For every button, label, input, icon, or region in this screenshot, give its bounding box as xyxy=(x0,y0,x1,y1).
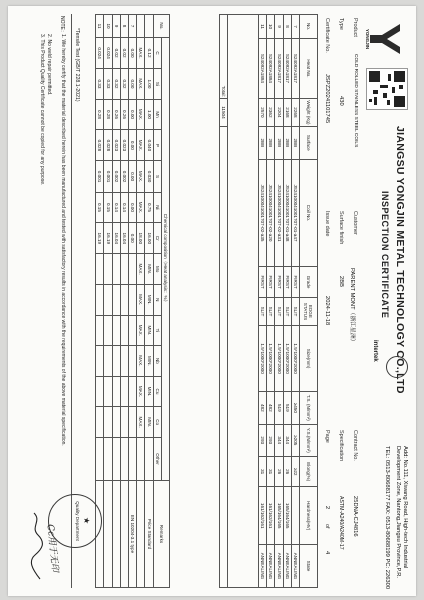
chem-col: Ti xyxy=(153,315,161,346)
company-logo xyxy=(364,20,404,58)
cell: 0.33 xyxy=(96,69,104,100)
cell xyxy=(112,346,120,377)
chem-col: Mo xyxy=(153,254,161,285)
chem-row xyxy=(104,15,112,588)
cell: MIN. xyxy=(145,284,153,315)
cell: MAX. xyxy=(137,99,145,130)
cell: 519 xyxy=(283,392,291,424)
cell xyxy=(112,438,120,481)
cell: ANNEALING xyxy=(283,544,291,587)
cell: 0.14 xyxy=(112,192,120,223)
chem-col: Cu xyxy=(153,376,161,407)
cell: 26 xyxy=(275,457,283,487)
cell xyxy=(219,127,227,588)
cell xyxy=(112,315,120,346)
col-ys: Y.S.(N/mm²) xyxy=(300,424,318,456)
chem-col: Cr xyxy=(153,223,161,254)
cell xyxy=(112,284,120,315)
cell: MIN. xyxy=(145,315,153,346)
cell: S24092A1817 xyxy=(283,39,291,99)
cell: JS24100041001707-01-a47 xyxy=(291,159,299,267)
chem-col: Nb xyxy=(153,346,161,377)
tests-line: *Tensile Test (GB/T 228.1-2021) xyxy=(74,28,80,102)
cell: 2204 xyxy=(275,98,283,126)
signature-scribble xyxy=(30,511,44,581)
cell: 0.002 xyxy=(112,161,120,192)
cell: ANNEALING xyxy=(267,544,275,587)
cell: 0.32 xyxy=(120,69,128,100)
chem-col: Mn xyxy=(153,99,161,130)
cell: MIN. xyxy=(145,346,153,377)
col-ts: T.S. (N/mm²) xyxy=(300,392,318,424)
cell: Price Standard xyxy=(145,481,153,588)
certificate-title: INSPECTION CERTIFICATE xyxy=(380,191,390,319)
cell: 0.12 xyxy=(145,38,153,69)
cell: 0.024 xyxy=(96,38,104,69)
cell: FIRST xyxy=(275,267,283,297)
col-no: No. xyxy=(300,15,318,39)
cell: 0.001 xyxy=(104,161,112,192)
cell: 161/162/161 xyxy=(259,487,267,545)
chem-col: S xyxy=(153,161,161,192)
cell xyxy=(104,284,112,315)
cell: MAX. xyxy=(137,376,145,407)
cell xyxy=(104,376,112,407)
col-heat: Heat No. xyxy=(300,39,318,99)
cell xyxy=(137,438,145,481)
cell: SLIT xyxy=(267,297,275,325)
chem-col: Other xyxy=(153,438,161,481)
cell xyxy=(96,407,104,438)
cell: 0.15 xyxy=(96,192,104,223)
cell: 1.5*1000*2000 xyxy=(291,326,299,392)
cell: 0.040 xyxy=(145,130,153,161)
cell xyxy=(129,346,137,377)
cell xyxy=(112,376,120,407)
chem-row xyxy=(129,15,137,588)
col-coil: Coil No. xyxy=(300,159,318,267)
intertek-seal xyxy=(386,356,408,378)
cell: 2BB xyxy=(259,127,267,159)
col-edge: EDGE STATUS xyxy=(300,297,318,325)
cell: 2BB xyxy=(291,127,299,159)
chem-table xyxy=(95,14,170,588)
issue-label: Issue date xyxy=(324,211,330,237)
cell: S24092A1884 xyxy=(259,39,267,99)
cell: 11 xyxy=(96,15,104,38)
cell: 2BB xyxy=(275,127,283,159)
cell xyxy=(145,15,153,38)
cell: 0.00 xyxy=(129,192,137,223)
cell: 0.32 xyxy=(112,69,120,100)
cell xyxy=(96,254,104,285)
cell: 0.028 xyxy=(96,130,104,161)
cell: 165/164/165 xyxy=(275,487,283,545)
cell: 0.15 xyxy=(104,192,112,223)
page-value: 2 xyxy=(324,506,330,510)
cell: 9 xyxy=(112,15,120,38)
of-value: 4 xyxy=(324,551,330,555)
cell: 2570 xyxy=(259,98,267,126)
surface-value: 2BB xyxy=(338,276,344,287)
cell: 0.023 xyxy=(112,130,120,161)
cell xyxy=(129,376,137,407)
stamp-star-icon: ★ xyxy=(82,517,91,525)
cell: S24092A1817 xyxy=(291,39,299,99)
cell: 482 xyxy=(267,392,275,424)
col-grade: Grade xyxy=(300,267,318,297)
cell: SLIT xyxy=(275,297,283,325)
cell: 161/162/161 xyxy=(267,487,275,545)
cell: 1.5*1000*2000 xyxy=(267,326,275,392)
table-row xyxy=(283,15,291,588)
total-row xyxy=(219,15,227,588)
cell: 31 xyxy=(259,457,267,487)
cell: 165/164/165 xyxy=(283,487,291,545)
cell xyxy=(96,346,104,377)
cell: 1.5*1000*2000 xyxy=(275,326,283,392)
chem-col: C xyxy=(153,38,161,69)
cell: ≥205 xyxy=(291,424,299,456)
col-hardness: Hardness(HV) xyxy=(300,487,318,545)
cell xyxy=(112,254,120,285)
chem-col: Co xyxy=(153,407,161,438)
cell: 0.75 xyxy=(145,192,153,223)
chem-col: Si xyxy=(153,69,161,100)
cell: 519 xyxy=(275,392,283,424)
cell: 16.04 xyxy=(112,223,120,254)
cell: 16.19 xyxy=(104,223,112,254)
cell: MAX. xyxy=(137,130,145,161)
cell: 0.00 xyxy=(129,69,137,100)
cell xyxy=(120,481,128,588)
customer-label: Customer xyxy=(352,211,358,235)
cell: JS24100041001707-02-a20 xyxy=(267,159,275,267)
cell: 0.030 xyxy=(145,161,153,192)
cell: MAX. xyxy=(137,69,145,100)
cell: MIN. xyxy=(145,254,153,285)
cell: 0.33 xyxy=(104,69,112,100)
cell: 10 xyxy=(104,15,112,38)
cell: 1.00 xyxy=(145,99,153,130)
cell: 0.00 xyxy=(129,161,137,192)
cell: 8 xyxy=(283,15,291,39)
cell: 2BB xyxy=(267,127,275,159)
chem-no-header: No. xyxy=(153,15,169,38)
cell: 16.04 xyxy=(120,223,128,254)
cell xyxy=(291,487,299,545)
cell xyxy=(129,438,137,481)
contract-value: 25DNA-CJ4816 xyxy=(352,496,358,537)
cell: 293 xyxy=(267,424,275,456)
cell xyxy=(104,438,112,481)
cell: MIN. xyxy=(145,376,153,407)
spec-label: Specification xyxy=(338,430,344,462)
cell xyxy=(137,481,145,588)
cell: 0.26 xyxy=(120,99,128,130)
cell xyxy=(104,481,112,588)
cell: 0.001 xyxy=(96,161,104,192)
intertek-mark: intertek xyxy=(372,340,378,362)
cell: 0.00 xyxy=(129,223,137,254)
cell xyxy=(96,284,104,315)
cell: 0.00 xyxy=(129,130,137,161)
cell: 7 xyxy=(129,15,137,38)
cell: 1.5*1000*2000 xyxy=(259,326,267,392)
chem-row xyxy=(96,15,104,588)
type-label: Type xyxy=(338,18,344,30)
cell: 344 xyxy=(275,424,283,456)
col-weight: Weight (Kg) xyxy=(300,98,318,126)
contract-label: Contract No. xyxy=(352,430,358,461)
cell xyxy=(96,438,104,481)
cell: MAX. xyxy=(137,254,145,285)
product-value: COLD ROLLED STAINLESS STEEL COILS xyxy=(353,54,358,148)
cell: FIRST xyxy=(259,267,267,297)
table-row xyxy=(275,15,283,588)
chem-row xyxy=(112,15,120,588)
product-label: Product xyxy=(352,18,358,37)
customer-value: PARENT MONT（浙江星洲） xyxy=(349,268,355,345)
cell: MAX. xyxy=(137,284,145,315)
remarks-header: Remarks xyxy=(153,481,169,588)
cell: 0.023 xyxy=(120,130,128,161)
cell: EN 10204-3.1 type xyxy=(129,481,137,588)
cell: MAX. xyxy=(137,38,145,69)
chem-row xyxy=(120,15,128,588)
coil-table-header xyxy=(300,15,318,588)
cell: 344 xyxy=(283,424,291,456)
cell: 16.19 xyxy=(96,223,104,254)
chem-row xyxy=(137,15,145,588)
cell: ≥22 xyxy=(291,457,299,487)
certificate-sheet xyxy=(8,6,416,596)
cell: JS24100041001707-01-a48 xyxy=(283,159,291,267)
cell: MAX. xyxy=(137,192,145,223)
cell: 26 xyxy=(283,457,291,487)
stamp-text: Quality Department xyxy=(75,501,80,541)
certificate-paper xyxy=(8,6,416,596)
cell: 16.00 xyxy=(145,223,153,254)
cell xyxy=(96,315,104,346)
cell: MAX. xyxy=(137,407,145,438)
cert-value: JSPZ20241101745 xyxy=(324,74,330,124)
cell xyxy=(104,254,112,285)
cell: MAX. xyxy=(137,315,145,346)
cell: ANNEALING xyxy=(275,544,283,587)
note-1: 1. We hereby certify that the material described herein has been manufactured and tested with satisfactory results in accordance with the requirements of the above material specification. xyxy=(60,34,66,446)
cell: 2362 xyxy=(267,98,275,126)
cell: 8 xyxy=(120,15,128,38)
cell xyxy=(129,407,137,438)
cell xyxy=(120,407,128,438)
cell: SLIT xyxy=(283,297,291,325)
cell: 2268 xyxy=(291,98,299,126)
notes-label: NOTE： xyxy=(59,16,65,35)
cell: 0.002 xyxy=(120,161,128,192)
cell: 9 xyxy=(275,15,283,39)
cell: 31 xyxy=(267,457,275,487)
table-row xyxy=(228,15,259,588)
table-row xyxy=(291,15,299,588)
surface-label: Surface finish xyxy=(338,211,344,245)
cell: 482 xyxy=(259,392,267,424)
chem-row xyxy=(145,15,153,588)
cell: ≥450 xyxy=(291,392,299,424)
cell: 0.28 xyxy=(96,99,104,130)
cell xyxy=(104,346,112,377)
cell xyxy=(129,254,137,285)
col-size: Size(mm) xyxy=(300,326,318,392)
cell xyxy=(96,376,104,407)
cell xyxy=(120,438,128,481)
cell: 293 xyxy=(259,424,267,456)
cell: 0.26 xyxy=(112,99,120,130)
cell: 1.5*1000*2000 xyxy=(283,326,291,392)
table-row xyxy=(267,15,275,588)
cell: SLIT xyxy=(259,297,267,325)
chem-title: Chemical composition（Heat analysis：%） xyxy=(161,38,169,481)
chem-col: Ni xyxy=(153,192,161,223)
cell: 7 xyxy=(291,15,299,39)
chem-col: P xyxy=(153,130,161,161)
cell: MAX. xyxy=(137,346,145,377)
address-line-1: Add: No.111, Xiwang Road, High-tech Industrial xyxy=(402,446,408,569)
cell: 10 xyxy=(267,15,275,39)
total-value: 11504 xyxy=(219,98,227,126)
chem-col: N xyxy=(153,284,161,315)
cell xyxy=(104,315,112,346)
issue-value: 2024-11-18 xyxy=(324,296,330,326)
cell: ANNEALING xyxy=(291,544,299,587)
cell: 0.00 xyxy=(129,38,137,69)
cell: SLIT xyxy=(291,297,299,325)
cell: 0.02 xyxy=(112,38,120,69)
cell: 0.028 xyxy=(104,130,112,161)
cell xyxy=(112,407,120,438)
cell xyxy=(104,407,112,438)
total-label: Total: xyxy=(219,15,227,99)
table-row xyxy=(259,15,267,588)
logo-text: YONGJIN xyxy=(365,28,370,50)
cell: 0.00 xyxy=(129,99,137,130)
col-surface: Surface xyxy=(300,127,318,159)
page-label: Page xyxy=(324,430,330,443)
cell: MIN. xyxy=(145,407,153,438)
cell: S24092A1817 xyxy=(275,39,283,99)
cell: 0.02 xyxy=(120,38,128,69)
cell: JS24100041001707-02-a31 xyxy=(275,159,283,267)
cert-label: Certificate No. xyxy=(324,18,330,53)
cell: 18.00 xyxy=(137,223,145,254)
cell: 0.28 xyxy=(104,99,112,130)
cell xyxy=(129,315,137,346)
cell: MAX. xyxy=(137,161,145,192)
cell xyxy=(112,481,120,588)
cell: FIRST xyxy=(283,267,291,297)
cell: 1.00 xyxy=(145,69,153,100)
cell xyxy=(120,315,128,346)
of-label: of xyxy=(324,524,330,529)
contact-line: TEL: 0513-80688177 FAX: 0513-80688199 PC: 226300 xyxy=(384,446,390,590)
type-value: 430 xyxy=(338,96,344,106)
company-name: JIANGSU YONGJIN METAL TECHNOLOGY CO.,LTD xyxy=(394,126,406,394)
cell: ANNEALING xyxy=(259,544,267,587)
address-line-2: Development Zone, Nantong,Jiangsu Province,P.R. xyxy=(395,446,401,579)
cell xyxy=(145,438,153,481)
cell xyxy=(137,15,145,38)
chem-title-row xyxy=(161,15,169,588)
cell: S24092A1884 xyxy=(267,39,275,99)
spec-value: ASTM-A240/A240M-17 xyxy=(338,496,344,550)
cell: 0.024 xyxy=(104,38,112,69)
cell: 11 xyxy=(259,15,267,39)
note-3: 3. This Product Quality Certificate cannot be copied for any purpose. xyxy=(39,34,45,186)
cell xyxy=(120,376,128,407)
cell: JS24100041001707-02-a35 xyxy=(259,159,267,267)
cell: FIRST xyxy=(267,267,275,297)
note-2: 2. No weld repair permitted. xyxy=(46,34,52,96)
cell xyxy=(129,284,137,315)
cell xyxy=(120,284,128,315)
cell xyxy=(120,346,128,377)
qr-code xyxy=(366,68,408,110)
signature: Cc用于无印 xyxy=(44,523,60,573)
cell: FIRST xyxy=(291,267,299,297)
cell xyxy=(120,254,128,285)
cell: 2BB xyxy=(283,127,291,159)
cell: 2168 xyxy=(283,98,291,126)
col-state: State xyxy=(300,544,318,587)
col-elong: Elong(%) xyxy=(300,457,318,487)
coil-table xyxy=(219,14,318,588)
cell: 0.14 xyxy=(120,192,128,223)
